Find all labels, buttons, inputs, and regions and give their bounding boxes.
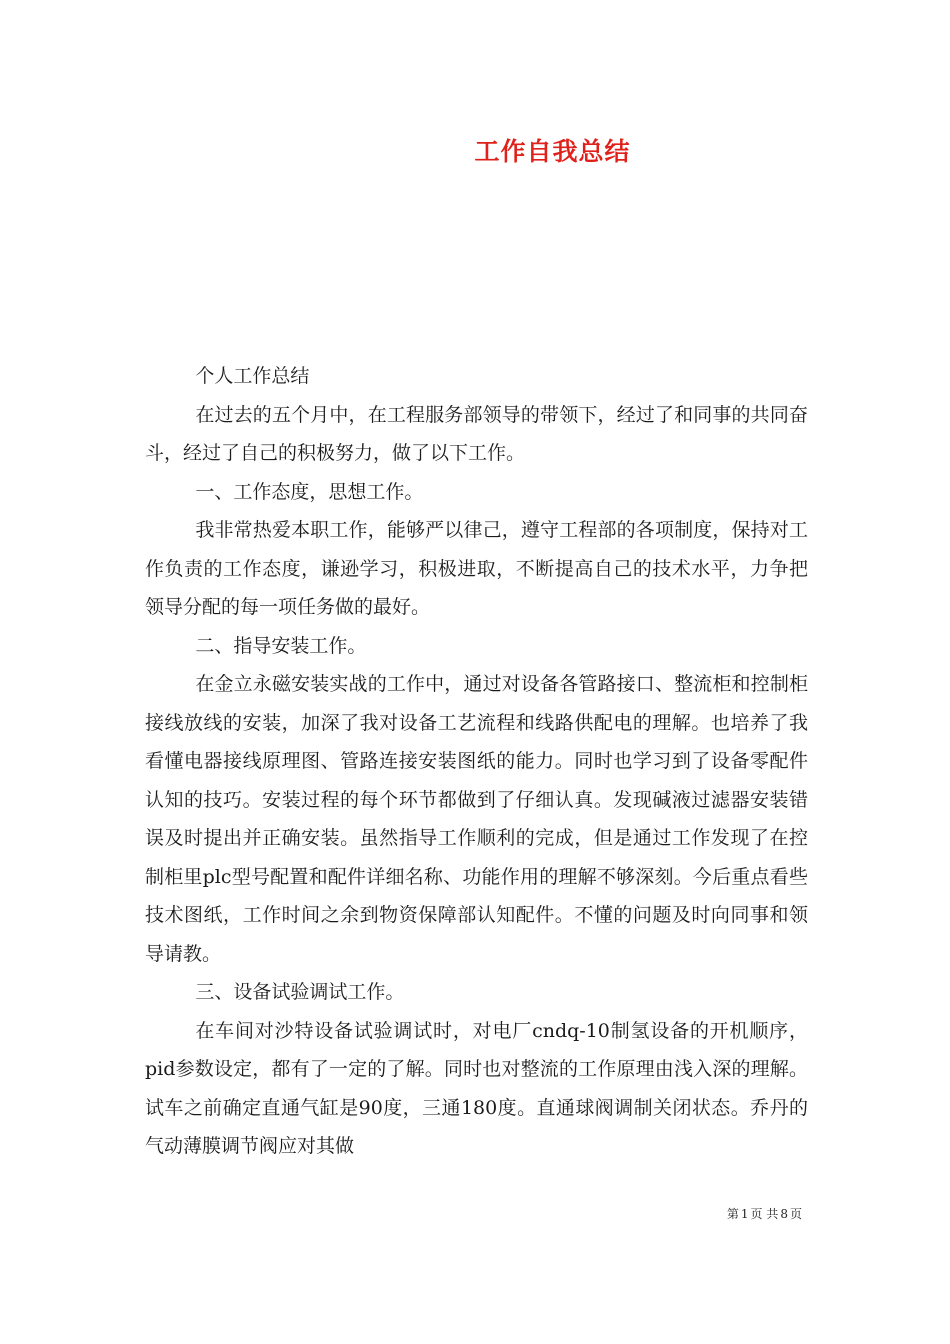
paragraph-installation: 在金立永磁安装实战的工作中，通过对设备各管路接口、整流柜和控制柜接线放线的安装，加深了我对设备工艺流程和线路供配电的理解。也培养了我看懂电器接线原理图、管路连接安装图纸的能力。同时也学习到了设备零配件认知的技巧。安装过程的每个环节都做到了仔细认真。发现碱液过滤器安装错误及时提出并正确安装。虽然指导工作顺利的完成，但是通过工作发现了在控制柜里plc型号配置和配件详细名称、功能作用的理解不够深刻。今后重点看些技术图纸，工作时间之余到物资保障部认知配件。不懂的问题及时向同事和领导请教。 <box>145 673 808 965</box>
paragraph-attitude: 我非常热爱本职工作，能够严以律己，遵守工程部的各项制度，保持对工作负责的工作态度，谦逊学习，积极进取，不断提高自己的技术水平，力争把领导分配的每一项任务做的最好。 <box>145 519 808 618</box>
section-heading-installation: 二、指导安装工作。 <box>195 634 367 657</box>
footer-current-page: 1 <box>740 1207 749 1221</box>
section-heading-summary: 个人工作总结 <box>195 365 310 387</box>
footer-middle: 页 共 <box>750 1207 779 1221</box>
footer-suffix: 页 <box>789 1207 802 1221</box>
paragraph-intro: 在过去的五个月中，在工程服务部领导的带领下，经过了和同事的共同奋斗，经过了自己的积极努力，做了以下工作。 <box>145 403 808 464</box>
document-title: 工作自我总结 <box>474 137 631 166</box>
document-body <box>145 357 808 1166</box>
section-heading-attitude: 一、工作态度，思想工作。 <box>195 480 424 503</box>
footer-prefix: 第 <box>726 1207 739 1221</box>
paragraph-testing: 在车间对沙特设备试验调试时，对电厂cndq-10制氢设备的开机顺序，pid参数设定，都有了一定的了解。同时也对整流的工作原理由浅入深的理解。试车之前确定直通气缸是90度，三通180度。直通球阀调制关闭状态。乔丹的气动薄膜调节阀应对其做 <box>145 1019 808 1157</box>
page-number-footer <box>0 1205 803 1222</box>
section-heading-testing: 三、设备试验调试工作。 <box>195 981 405 1003</box>
footer-total-pages: 8 <box>780 1207 788 1221</box>
